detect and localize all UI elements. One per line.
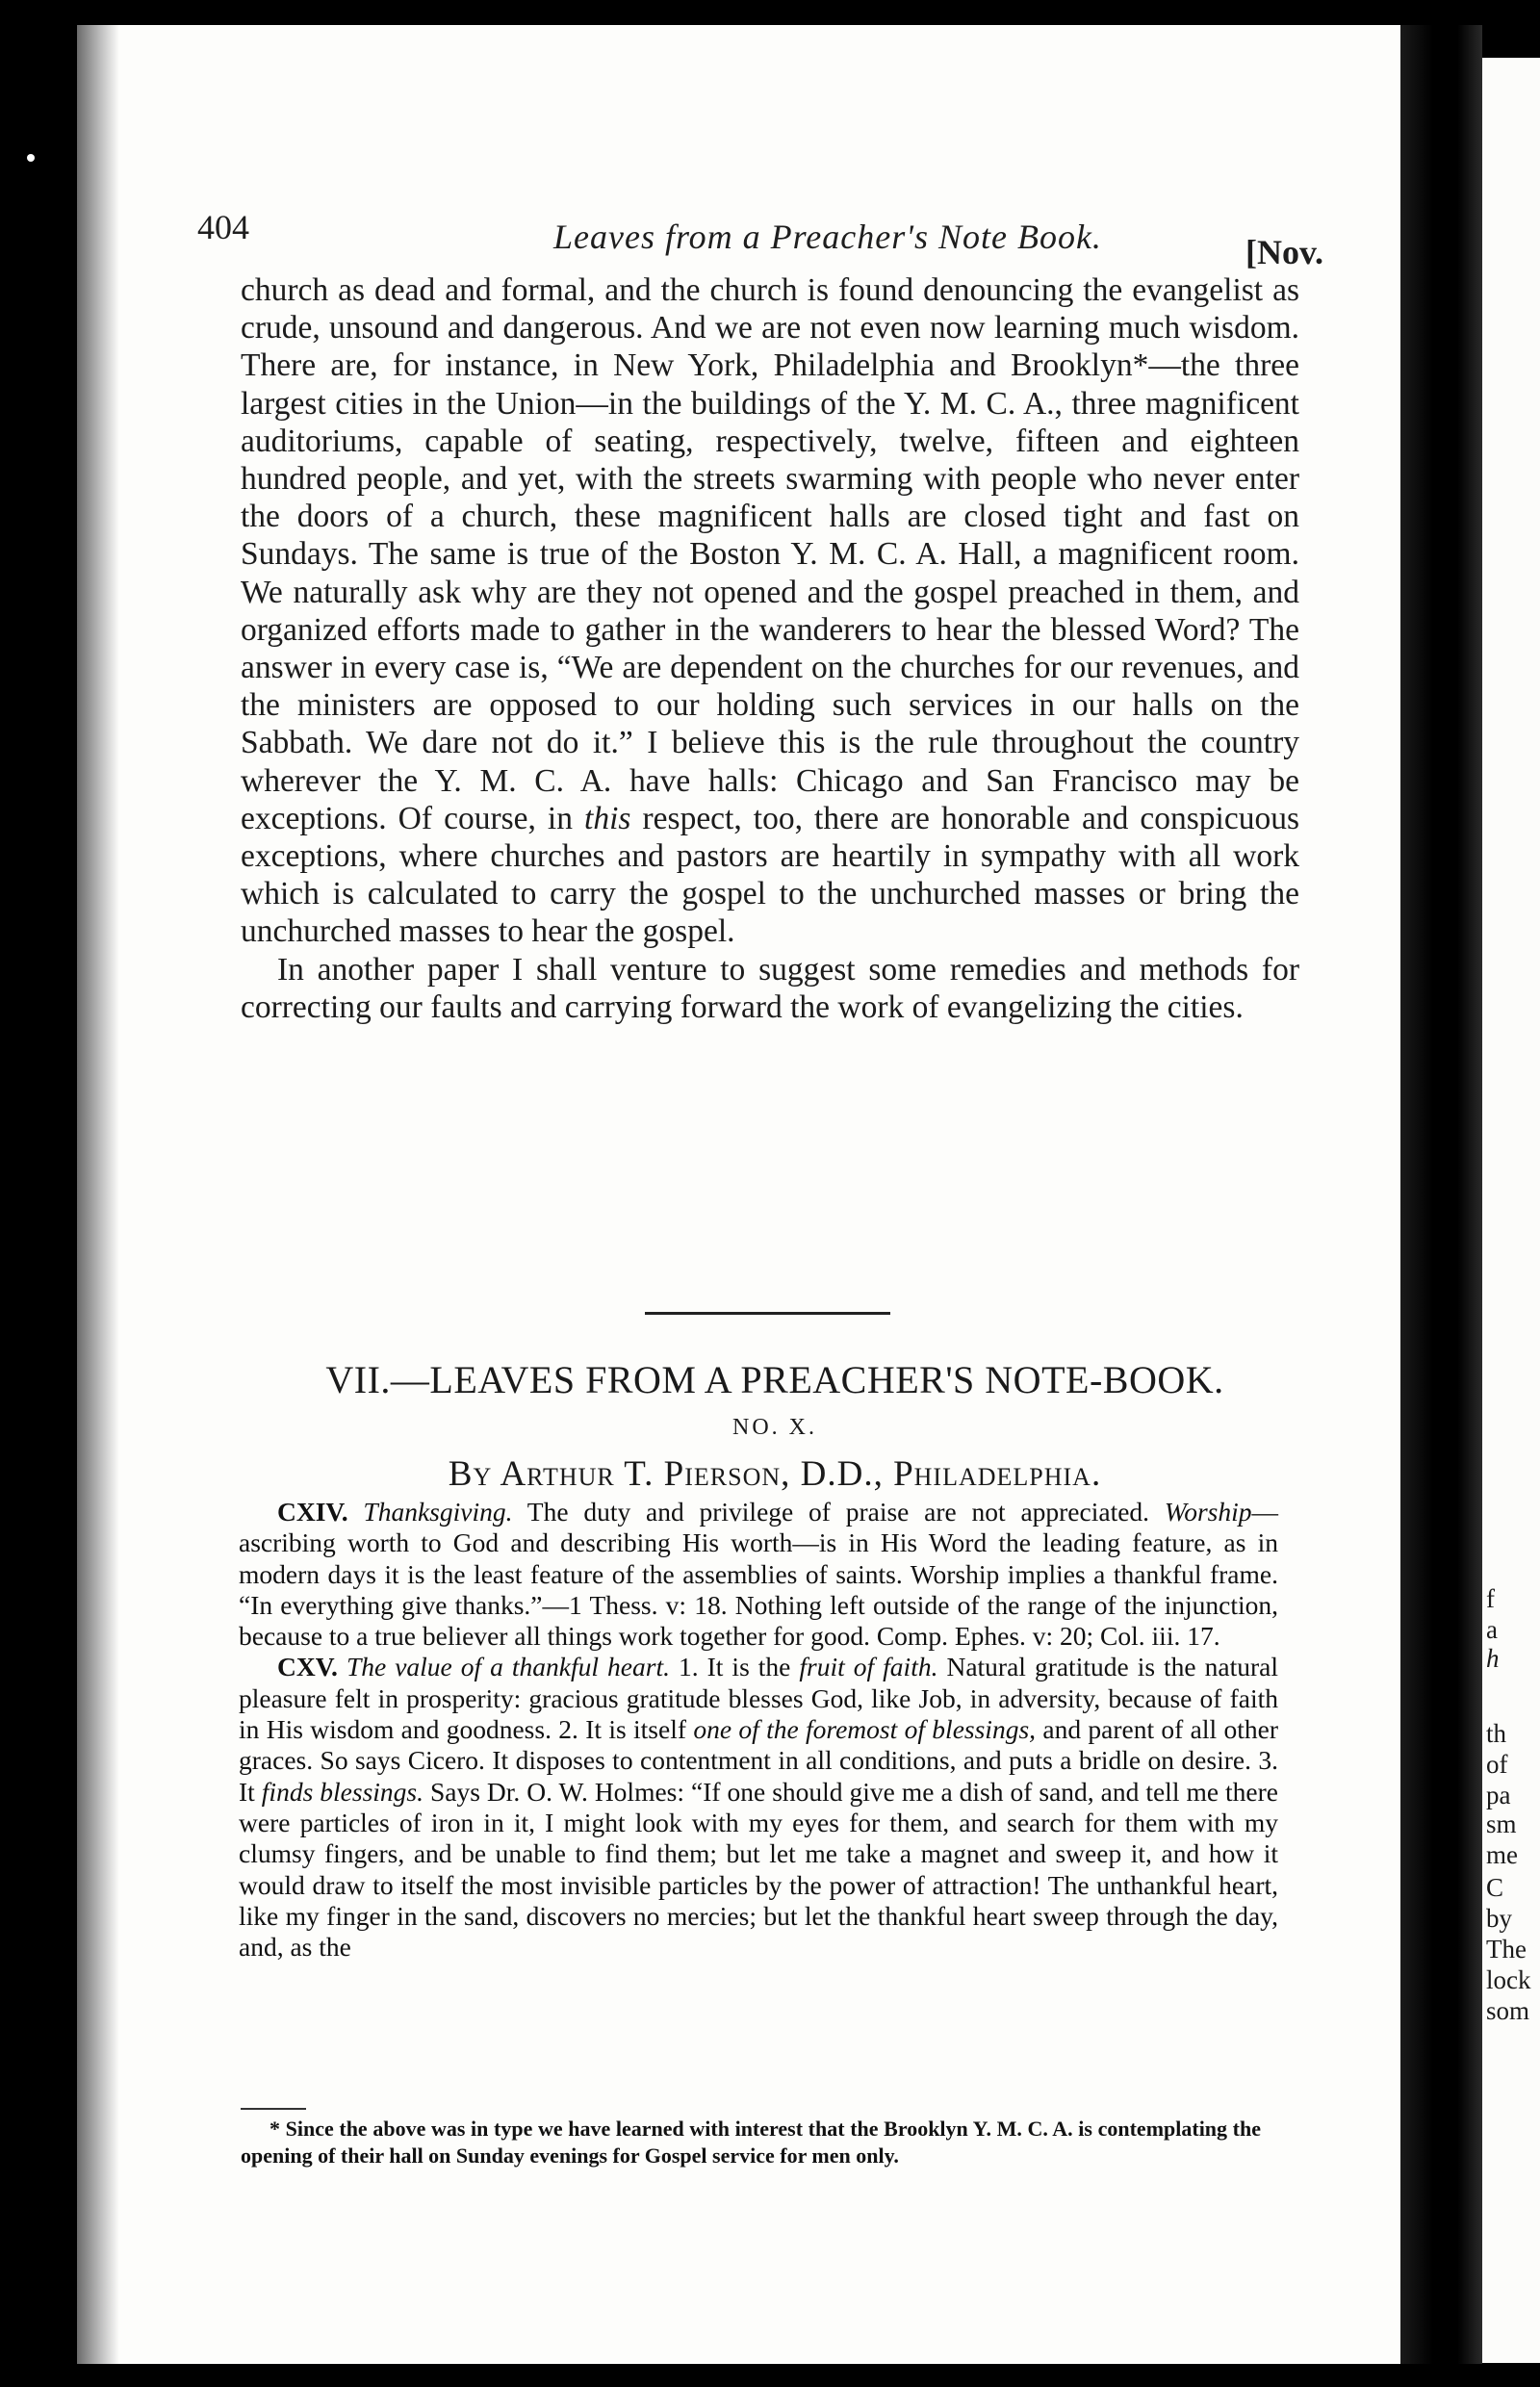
- facing-fragment: C: [1486, 1873, 1504, 1902]
- running-title: Leaves from a Preacher's Note Book.: [553, 218, 1102, 256]
- note-entry: CXIV. Thanksgiving. The duty and privilege of praise are not appreciated. Worship—ascribing worth to God and describing His worth—is in His Word the leading feature, as in modern days it is the least feature of the assemblies of saints. Worship implies a thankful frame. “In everything give thanks.”—1 Thess. v: 18. Nothing left outside of the range of the injunction, because to a true believer all things work together for good. Comp. Ephes. v: 20; Col. iii. 17.: [239, 1497, 1279, 1652]
- facing-fragment: The: [1486, 1935, 1527, 1964]
- page-gutter: [1400, 25, 1482, 2364]
- note-title: Thanksgiving.: [363, 1497, 513, 1527]
- facing-fragment: som: [1486, 1996, 1530, 2025]
- footnote-rule: [241, 2108, 306, 2110]
- facing-fragment: me: [1486, 1840, 1518, 1869]
- note-entry: CXV. The value of a thankful heart. 1. It is the fruit of faith. Natural gratitude is the natural pleasure felt in prosperity: gracious gratitude blesses God, like Job, in adversity, because of faith in His wisdom and goodness. 2. It is itself one of the foremost of blessings, and parent of all other graces. So says Cicero. It disposes to contentment in all conditions, and puts a bridle on desire. 3. It finds blessings. Says Dr. O. W. Holmes: “If one should give me a dish of sand, and tell me there were particles of iron in it, I might look with my eyes for them, and search for them with my clumsy fingers, and be unable to find them; but let me take a magnet and sweep it, and how it would draw to itself the most invisible particles by the power of attraction! The unthankful heart, like my finger in the sand, discovers no mercies; but let the thankful heart sweep through the day, and, as the: [239, 1652, 1279, 1963]
- running-header: [197, 197, 1323, 271]
- note-number: CXIV.: [277, 1497, 348, 1527]
- body-paragraph: church as dead and formal, and the church is found denouncing the evangelist as crude, unsound and dangerous. And we are not even now learning much wisdom. There are, for instance, in New York, Philadelphia and Brooklyn*—the three largest cities in the Union—in the buildings of the Y. M. C. A., three magnificent auditoriums, capable of seating, respectively, twelve, fifteen and eighteen hundred people, and yet, with the streets swarming with people who never enter the doors of a church, these magnificent halls are closed tight and fast on Sundays. The same is true of the Boston Y. M. C. A. Hall, a magnificent room. We naturally ask why are they not opened and the gospel preached in them, and organized efforts made to gather in the wanderers to hear the blessed Word? The answer in every case is, “We are dependent on the churches for our revenues, and the ministers are opposed to our holding such services in our halls on the Sabbath. We dare not do it.” I believe this is the rule throughout the country wherever the Y. M. C. A. have halls: Chicago and San Francisco may be exceptions. Of course, in this respect, too, there are honorable and conspicuous exceptions, where churches and pastors are heartily in sympathy with all work which is calculated to carry the gospel to the unchurched masses or bring the unchurched masses to hear the gospel.: [241, 272, 1299, 950]
- body-paragraph: In another paper I shall venture to suggest some remedies and methods for correcting our faults and carrying forward the work of evangelizing the cities.: [241, 951, 1299, 1025]
- emphasis: this: [584, 800, 631, 836]
- article-body: [241, 271, 1299, 1026]
- scan-speck: [27, 154, 35, 162]
- facing-fragment: pa: [1486, 1781, 1511, 1810]
- facing-fragment: a: [1486, 1615, 1498, 1644]
- author-byline: By Arthur T. Pierson, D.D., Philadelphia.: [448, 1454, 1102, 1494]
- facing-page-edge: [1482, 58, 1540, 2363]
- section-title: VII.—LEAVES FROM A PREACHER'S NOTE-BOOK.: [325, 1358, 1224, 1401]
- facing-fragment: sm: [1486, 1810, 1517, 1838]
- facing-fragment: of: [1486, 1750, 1508, 1779]
- note-number: CXV.: [277, 1652, 338, 1682]
- page-number: 404: [197, 208, 249, 246]
- footnote: * Since the above was in type we have learned with interest that the Brooklyn Y. M. C. A. is contemplating the opening of their hall on Sunday evenings for Gospel service for men only.: [241, 2117, 1261, 2168]
- facing-fragment: th: [1486, 1719, 1507, 1748]
- facing-fragment: f: [1486, 1584, 1495, 1613]
- binding-shadow: [77, 25, 119, 2364]
- note-entries: [239, 1497, 1278, 1963]
- running-month: [Nov.: [1245, 233, 1323, 271]
- facing-fragment: by: [1486, 1904, 1512, 1933]
- note-title: The value of a thankful heart.: [346, 1652, 670, 1682]
- section-divider: [645, 1312, 890, 1315]
- section-number: NO. X.: [732, 1415, 817, 1440]
- facing-fragment: lock: [1486, 1965, 1531, 1994]
- facing-fragment: h: [1486, 1644, 1500, 1673]
